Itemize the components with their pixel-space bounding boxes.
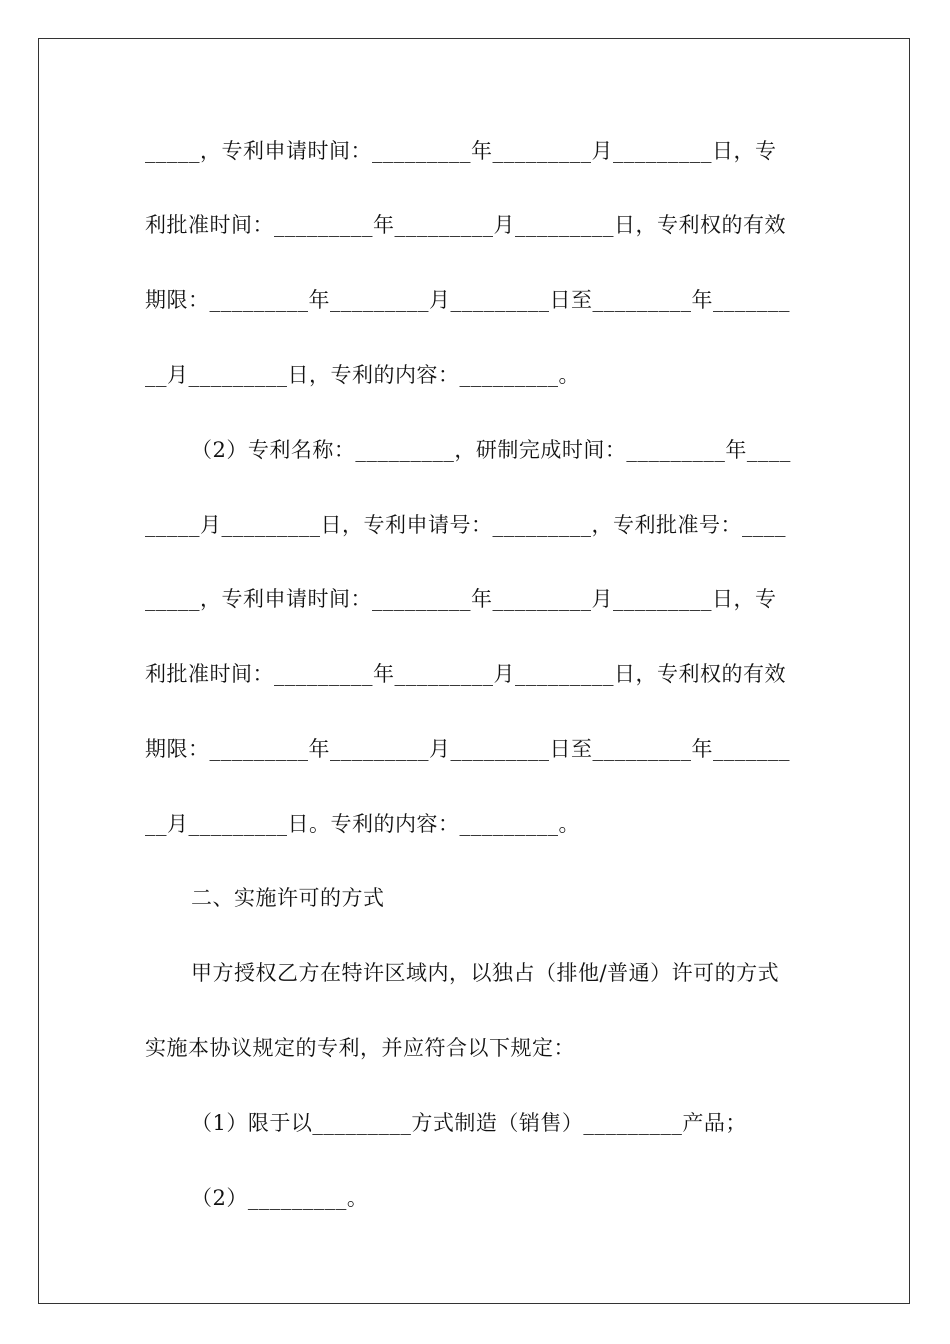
patent-1-approval-date-line: 利批准时间：_________年_________月_________日，专利权的有效: [145, 213, 786, 237]
license-rule-2: （2）_________。: [191, 1186, 369, 1210]
license-grant-paragraph: 甲方授权乙方在特许区域内，以独占（排他/普通）许可的方式: [191, 961, 780, 985]
patent-1-content-line: __月_________日，专利的内容：_________。: [145, 363, 580, 387]
patent-2-application-date-line: _____，专利申请时间：_________年_________月_________日，专: [145, 587, 777, 611]
patent-2-content-line: __月_________日。专利的内容：_________。: [145, 812, 580, 836]
patent-1-application-date-line: _____，专利申请时间：_________年_________月_________日，专: [145, 139, 777, 163]
patent-2-name-line: （2）专利名称：_________，研制完成时间：_________年____: [191, 438, 791, 462]
patent-2-application-number-line: _____月_________日，专利申请号：_________，专利批准号：____: [145, 513, 786, 537]
license-grant-paragraph-continued: 实施本协议规定的专利，并应符合以下规定：: [145, 1036, 575, 1060]
patent-2-approval-date-line: 利批准时间：_________年_________月_________日，专利权的有效: [145, 662, 786, 686]
patent-1-validity-period-line: 期限：_________年_________月_________日至_________年_______: [145, 288, 790, 312]
section-heading-license-method: 二、实施许可的方式: [191, 886, 385, 910]
patent-2-validity-period-line: 期限：_________年_________月_________日至_________年_______: [145, 737, 790, 761]
license-rule-1: （1）限于以_________方式制造（销售）_________产品；: [191, 1111, 747, 1135]
